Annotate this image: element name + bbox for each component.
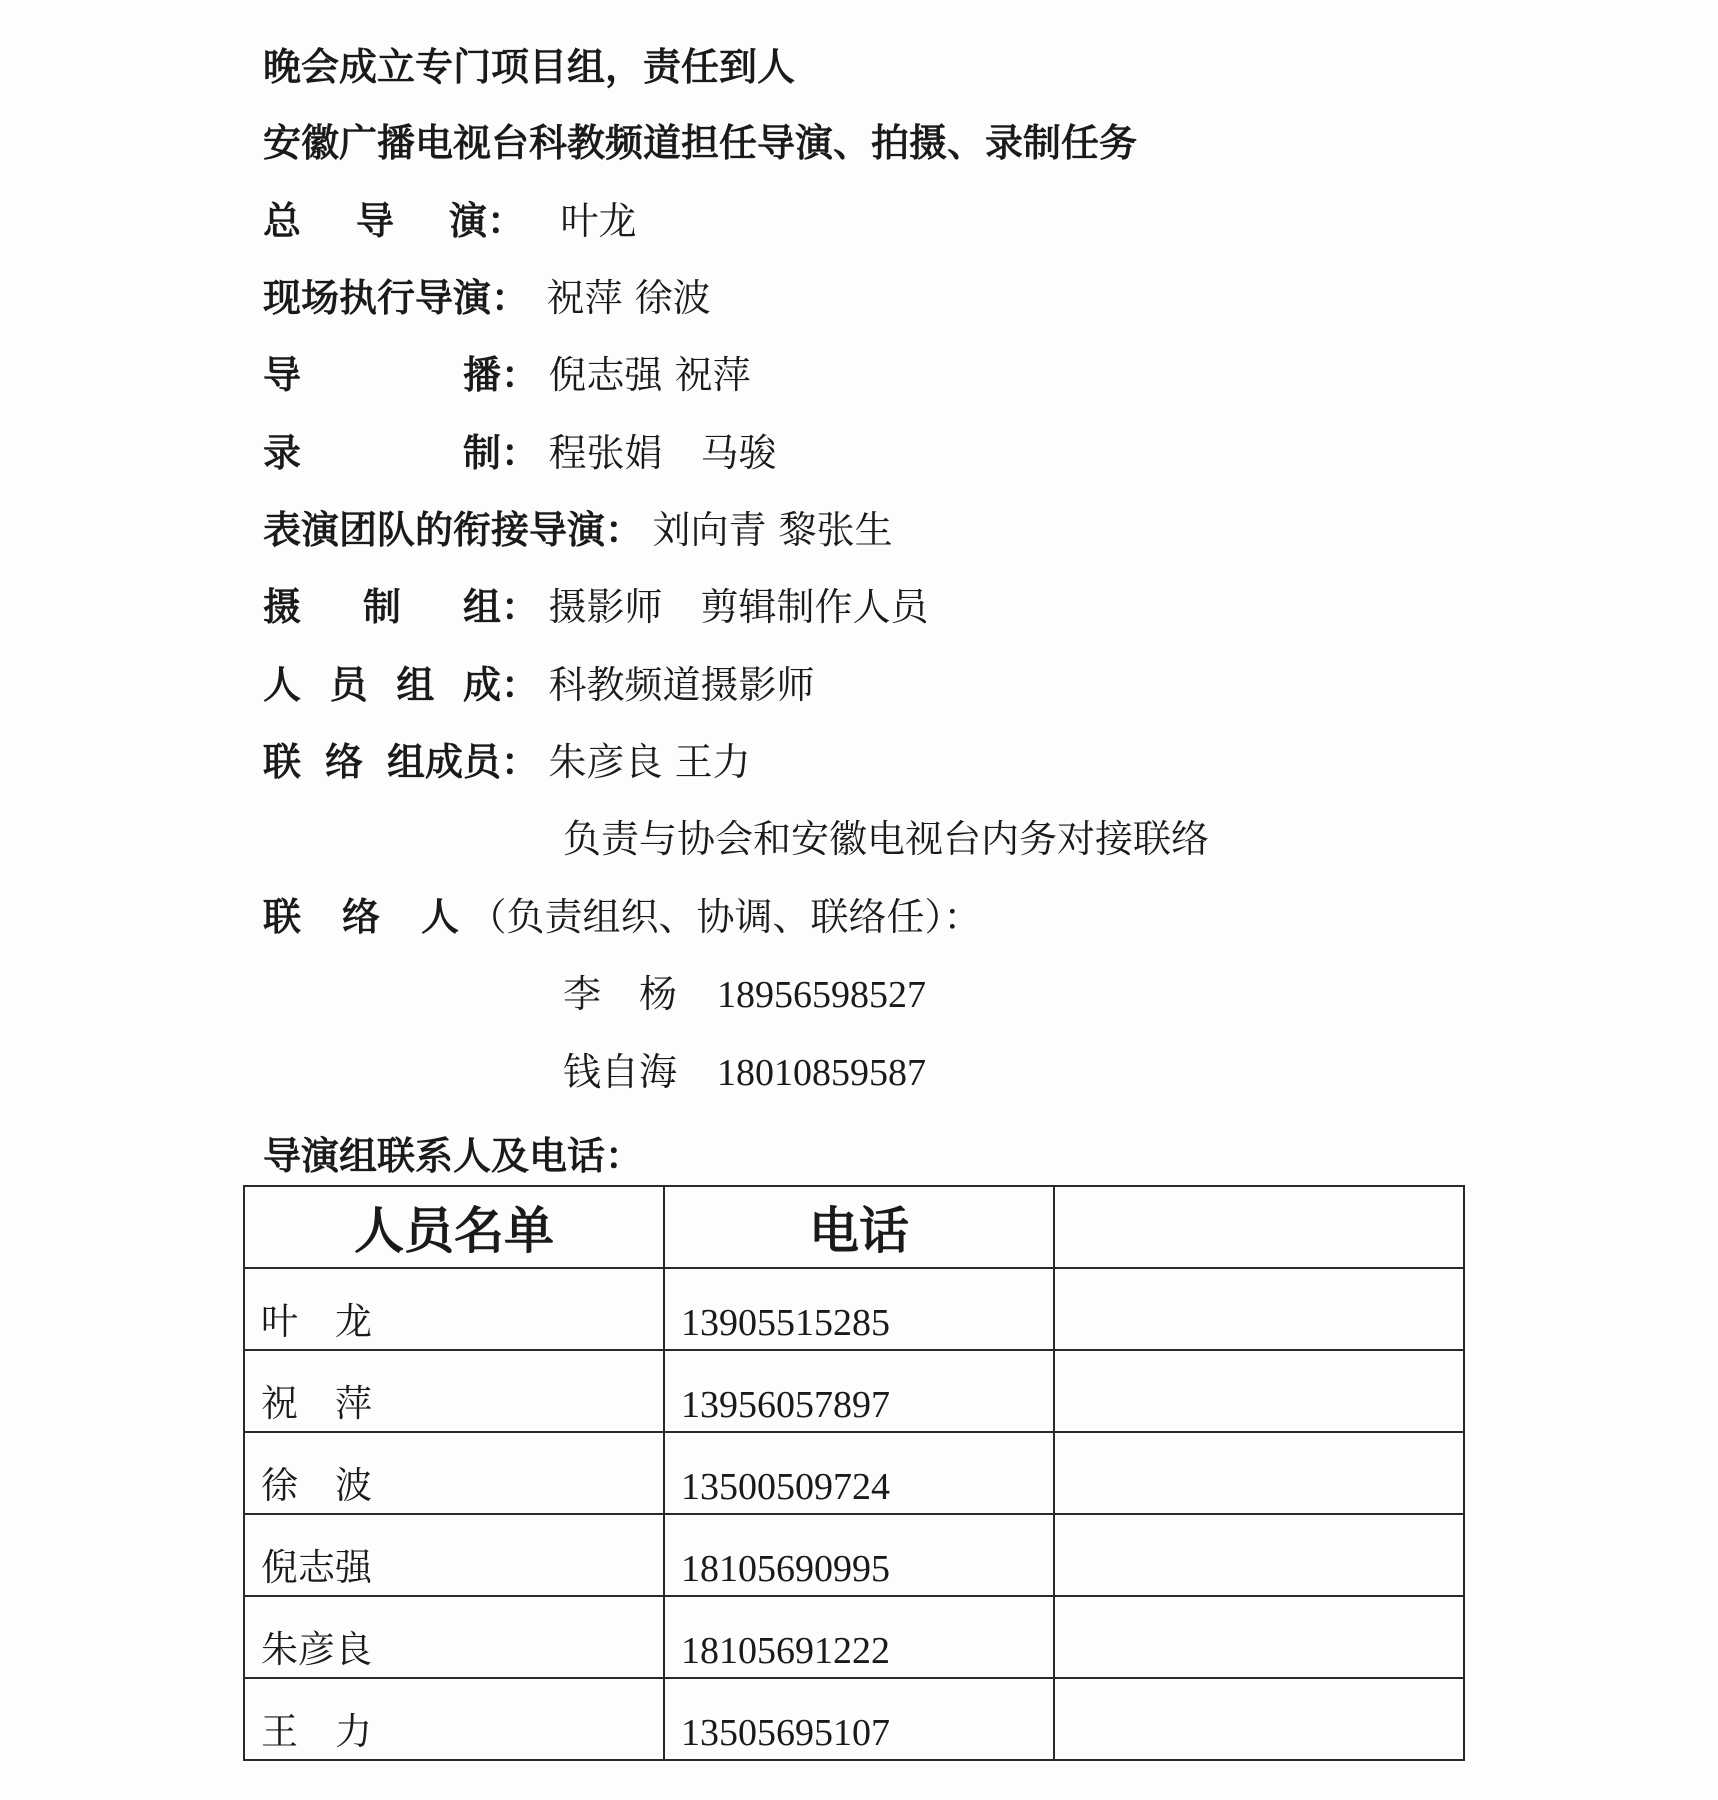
contact-entry — [563, 964, 926, 1024]
role-exec-director — [263, 268, 711, 328]
row-blank — [1054, 1514, 1464, 1596]
role-value: （负责组织、协调、联络任）： — [468, 895, 982, 939]
row-blank — [1054, 1678, 1464, 1760]
header-name: 人员名单 — [244, 1186, 664, 1268]
role-value: 叶龙 — [560, 199, 637, 243]
table-row — [244, 1596, 1464, 1678]
table-row — [244, 1678, 1464, 1760]
role-contact — [263, 887, 982, 947]
directors-contact-table — [243, 1185, 1465, 1761]
role-value: 摄影师 剪辑制作人员 — [548, 585, 929, 629]
role-label: 现场执行导演： — [263, 276, 530, 320]
row-phone: 13956057897 — [664, 1350, 1054, 1432]
row-name: 倪志强 — [244, 1514, 664, 1596]
contact-phone: 18956598527 — [717, 974, 926, 1016]
table-row — [244, 1514, 1464, 1596]
role-value: 程张娟 马骏 — [548, 431, 777, 475]
role-broadcast-director — [263, 345, 751, 405]
role-label: 录 制： — [263, 431, 539, 475]
row-name: 朱彦良 — [244, 1596, 664, 1678]
contact-entry — [563, 1042, 926, 1102]
row-name: 徐 波 — [244, 1432, 664, 1514]
row-blank — [1054, 1268, 1464, 1350]
role-value: 刘向青 黎张生 — [652, 508, 893, 552]
row-name: 王 力 — [244, 1678, 664, 1760]
header-line-2: 安徽广播电视台科教频道担任导演、拍摄、录制任务 — [263, 121, 1138, 165]
header-blank — [1054, 1186, 1464, 1268]
role-value: 朱彦良 王力 — [548, 740, 751, 784]
role-label: 摄 制 组： — [263, 585, 539, 629]
role-members — [263, 655, 815, 715]
table-row — [244, 1432, 1464, 1514]
role-value: 倪志强 祝萍 — [548, 353, 751, 397]
role-liaison-group — [263, 732, 751, 792]
role-value: 科教频道摄影师 — [548, 663, 815, 707]
contact-name: 李 杨 — [563, 972, 678, 1016]
directors-table-title: 导演组联系人及电话： — [263, 1134, 644, 1178]
role-production-group — [263, 577, 929, 637]
role-value: 祝萍 徐波 — [546, 276, 711, 320]
row-phone: 13505695107 — [664, 1678, 1054, 1760]
header-line-1: 晚会成立专门项目组，责任到人 — [263, 45, 796, 89]
contact-phone: 18010859587 — [717, 1052, 926, 1094]
table-row — [244, 1350, 1464, 1432]
role-label: 人 员 组 成： — [263, 663, 539, 707]
table-row — [244, 1268, 1464, 1350]
table-header-row — [244, 1186, 1464, 1268]
role-recording — [263, 423, 777, 483]
row-blank — [1054, 1350, 1464, 1432]
role-liaison-director — [263, 500, 893, 560]
row-blank — [1054, 1432, 1464, 1514]
row-blank — [1054, 1596, 1464, 1678]
role-label: 联 络 人 — [263, 895, 459, 939]
role-label: 导 播： — [263, 353, 539, 397]
role-label: 总 导 演： — [263, 199, 525, 243]
row-phone: 13905515285 — [664, 1268, 1054, 1350]
row-name: 叶 龙 — [244, 1268, 664, 1350]
role-chief-director — [263, 191, 637, 251]
row-name: 祝 萍 — [244, 1350, 664, 1432]
role-label: 表演团队的衔接导演： — [263, 508, 644, 552]
header-phone: 电话 — [664, 1186, 1054, 1268]
row-phone: 18105690995 — [664, 1514, 1054, 1596]
role-label: 联 络 组成员： — [263, 740, 539, 784]
row-phone: 13500509724 — [664, 1432, 1054, 1514]
row-phone: 18105691222 — [664, 1596, 1054, 1678]
contact-name: 钱自海 — [563, 1050, 678, 1094]
liaison-group-note: 负责与协会和安徽电视台内务对接联络 — [563, 817, 1210, 861]
